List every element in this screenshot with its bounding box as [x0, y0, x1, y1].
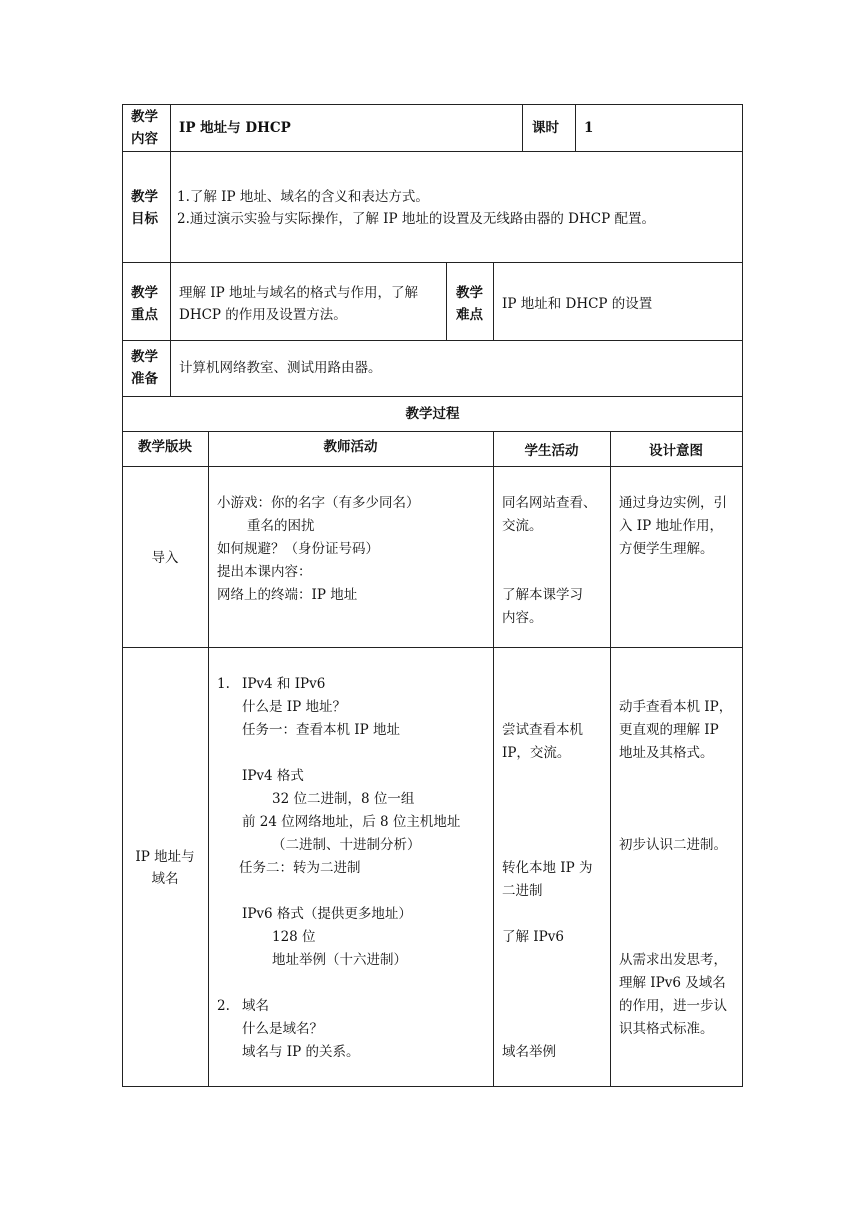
- lesson-title: IP 地址与 DHCP: [179, 120, 291, 136]
- student-activity-line: 了解本课学习: [502, 587, 583, 603]
- col-divider: [493, 431, 494, 1086]
- design-intent-line: 动手查看本机 IP，: [619, 699, 733, 715]
- col-divider: [493, 262, 494, 340]
- student-activity-line: 尝试查看本机: [502, 722, 583, 738]
- student-activity-line: 域名举例: [502, 1044, 556, 1060]
- design-intent-line: 地址及其格式。: [619, 745, 714, 761]
- design-intent-line: 理解 IPv6 及域名: [619, 975, 726, 991]
- teacher-activity-line: IPv6 格式（提供更多地址）: [242, 906, 412, 922]
- difficulty-text: IP 地址和 DHCP 的设置: [502, 296, 653, 312]
- hours-value: 1: [584, 120, 594, 136]
- teacher-activity-line: 32 位二进制，8 位一组: [272, 791, 415, 807]
- list-number: 2.: [217, 998, 230, 1014]
- goal-item-1: 1.了解 IP 地址、域名的含义和表达方式。: [177, 189, 429, 205]
- student-activity-line: 同名网站查看、: [502, 495, 597, 511]
- design-intent-line: 从需求出发思考，: [619, 952, 727, 968]
- key-point-text-line1: 理解 IP 地址与域名的格式与作用，了解: [179, 285, 418, 301]
- table-border-top: [122, 104, 743, 105]
- row-divider: [122, 262, 743, 263]
- key-point-label-line1: 教学: [131, 285, 158, 301]
- prep-label-line1: 教学: [131, 349, 158, 365]
- teacher-activity-line: 域名与 IP 的关系。: [242, 1044, 360, 1060]
- design-intent-line: 初步认识二进制。: [619, 837, 727, 853]
- teacher-activity-line: 提出本课内容：: [217, 564, 312, 580]
- teacher-activity-line: 前 24 位网络地址，后 8 位主机地址: [242, 814, 461, 830]
- col-divider: [170, 104, 171, 396]
- student-activity-line: IP，交流。: [502, 745, 571, 761]
- list-number: 1.: [217, 676, 230, 692]
- key-point-label-line2: 重点: [131, 307, 158, 323]
- design-intent-line: 的作用，进一步认: [619, 998, 727, 1014]
- col-divider: [575, 104, 576, 151]
- hours-label: 课时: [532, 120, 559, 136]
- prep-text: 计算机网络教室、测试用路由器。: [179, 360, 382, 376]
- col-header-section: 教学版块: [138, 439, 192, 455]
- col-header-design: 设计意图: [649, 443, 703, 459]
- teacher-activity-line: 如何规避？（身份证号码）: [217, 541, 379, 557]
- goals-label-line1: 教学: [131, 189, 158, 205]
- col-divider: [610, 431, 611, 1086]
- design-intent-line: 方便学生理解。: [619, 541, 714, 557]
- difficulty-label-line2: 难点: [456, 307, 483, 323]
- teacher-activity-line: 什么是 IP 地址？: [242, 699, 346, 715]
- teacher-activity-line: 地址举例（十六进制）: [272, 952, 407, 968]
- teacher-activity-line: 网络上的终端：IP 地址: [217, 587, 358, 603]
- design-intent-line: 通过身边实例，引: [619, 495, 727, 511]
- teacher-activity-line: 重名的困扰: [247, 518, 315, 534]
- section-ip-domain-line2: 域名: [151, 871, 179, 887]
- table-border-right: [742, 104, 743, 1087]
- goals-label-line2: 目标: [131, 211, 158, 227]
- goal-item-2: 2.通过演示实验与实际操作，了解 IP 地址的设置及无线路由器的 DHCP 配置。: [177, 211, 655, 227]
- col-header-teacher: 教师活动: [323, 439, 378, 455]
- student-activity-line: 内容。: [502, 610, 543, 626]
- teacher-activity-line: 任务一：查看本机 IP 地址: [242, 722, 400, 738]
- student-activity-line: 二进制: [502, 883, 543, 899]
- design-intent-line: 识其格式标准。: [619, 1021, 714, 1037]
- content-label-line2: 内容: [131, 131, 158, 147]
- design-intent-line: 入 IP 地址作用，: [619, 518, 723, 534]
- teacher-activity-line: 任务二：转为二进制: [239, 860, 361, 876]
- row-divider: [122, 340, 743, 341]
- table-border-left: [122, 104, 123, 1087]
- student-activity-line: 转化本地 IP 为: [502, 860, 593, 876]
- row-divider: [122, 151, 743, 152]
- teacher-activity-line: （二进制、十进制分析）: [272, 837, 421, 853]
- table-border-bottom: [122, 1086, 743, 1087]
- teacher-activity-line: 什么是域名？: [242, 1021, 323, 1037]
- teacher-activity-line: IPv4 格式: [242, 768, 304, 784]
- row-divider: [122, 466, 743, 467]
- design-intent-line: 更直观的理解 IP: [619, 722, 719, 738]
- row-divider: [122, 431, 743, 432]
- section-intro: 导入: [151, 550, 179, 566]
- teacher-activity-line: 小游戏：你的名字（有多少同名）: [217, 495, 420, 511]
- prep-label-line2: 准备: [131, 371, 158, 387]
- col-divider: [446, 262, 447, 340]
- row-divider: [122, 647, 743, 648]
- student-activity-line: 了解 IPv6: [502, 929, 564, 945]
- section-ip-domain-line1: IP 地址与: [135, 849, 195, 865]
- content-label-line1: 教学: [131, 109, 158, 125]
- row-divider: [122, 396, 743, 397]
- student-activity-line: 交流。: [502, 518, 543, 534]
- teacher-activity-line: 128 位: [272, 929, 316, 945]
- process-title: 教学过程: [405, 406, 460, 422]
- teacher-activity-line: 域名: [242, 998, 269, 1014]
- difficulty-label-line1: 教学: [456, 285, 483, 301]
- key-point-text-line2: DHCP 的作用及设置方法。: [179, 307, 347, 323]
- col-divider: [522, 104, 523, 151]
- col-header-student: 学生活动: [524, 443, 579, 459]
- teacher-activity-line: IPv4 和 IPv6: [242, 676, 326, 692]
- col-divider: [208, 431, 209, 1086]
